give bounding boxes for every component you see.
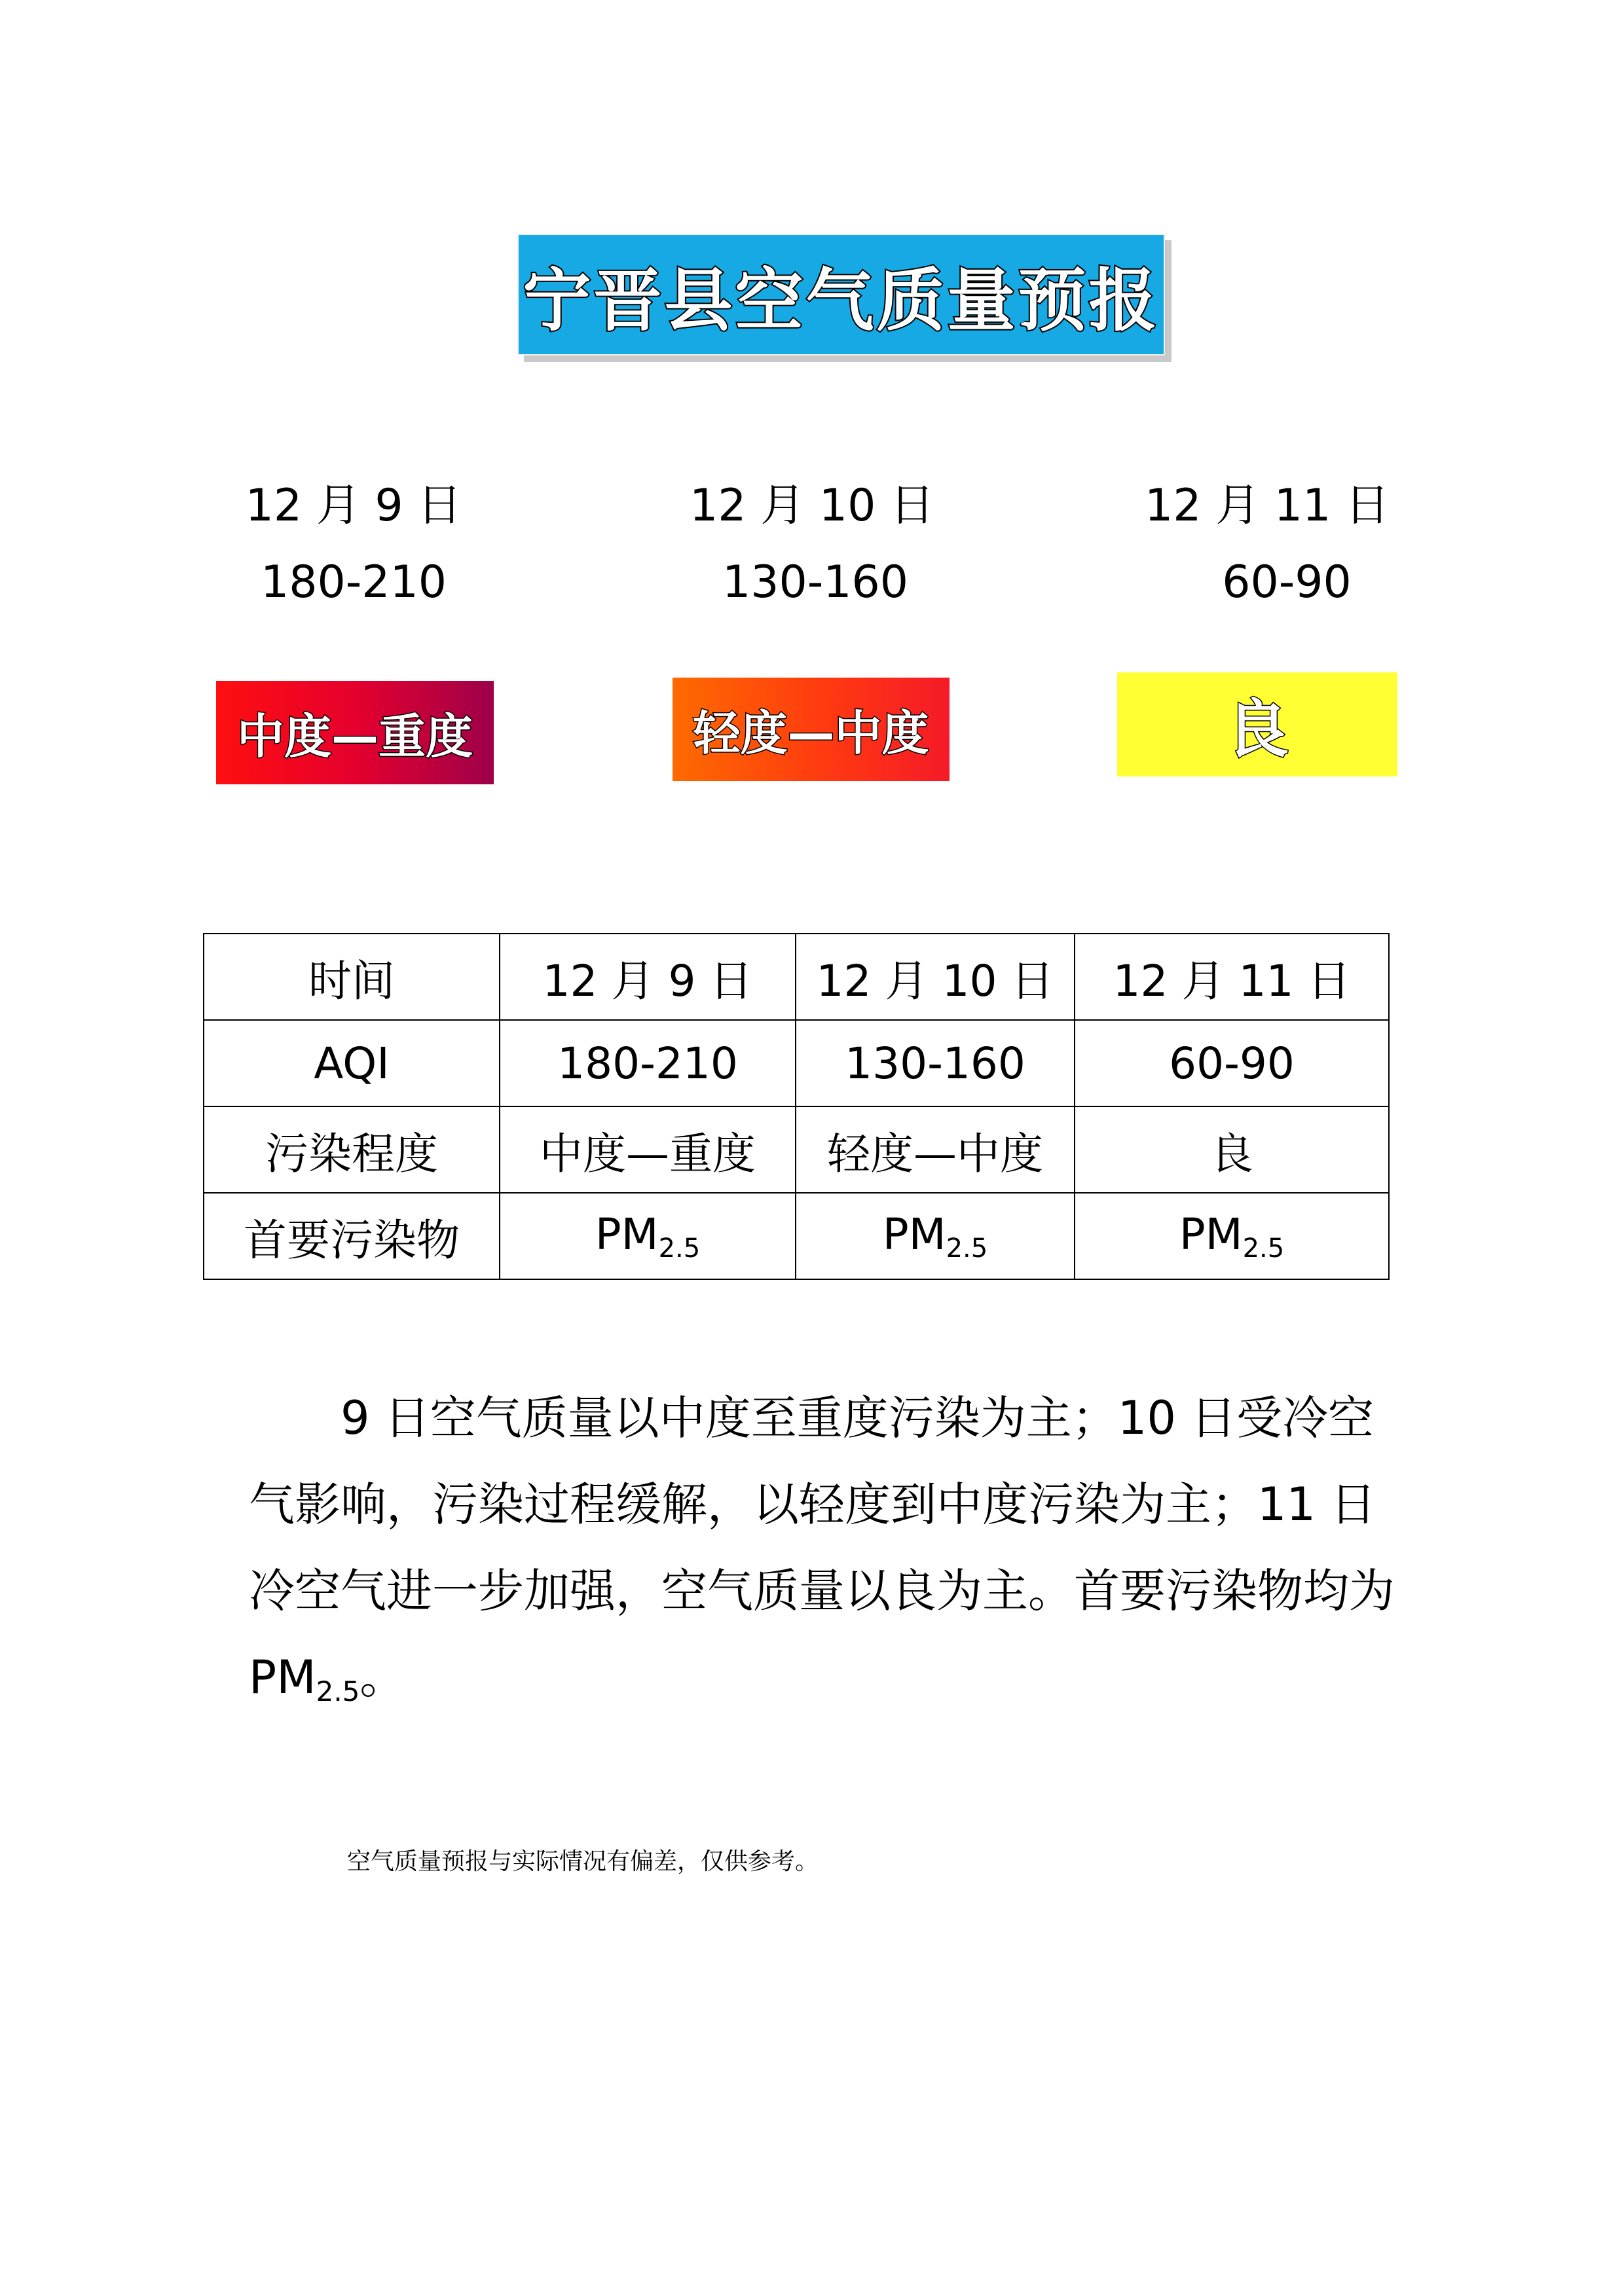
level-badge-label-3: 良 bbox=[1226, 693, 1289, 766]
forecast-table bbox=[203, 933, 1390, 1280]
pollutant-cell: $PM_{2.5}$ bbox=[796, 1193, 1075, 1279]
table-row-time bbox=[204, 934, 1389, 1020]
pollutant-cell: $PM_{2.5}$ bbox=[500, 1193, 796, 1279]
day-date-1: 12 月 9 日 bbox=[245, 480, 462, 532]
level-badge-1 bbox=[216, 681, 494, 784]
table-cell: 12 月 10 日 bbox=[796, 934, 1075, 1020]
table-cell: 180-210 bbox=[500, 1020, 796, 1106]
table-cell: 12 月 11 日 bbox=[1075, 934, 1389, 1020]
level-badge-label-2: 轻度—中度 bbox=[693, 706, 929, 761]
level-badge-2 bbox=[673, 678, 950, 781]
day-aqi-1: 180-210 bbox=[260, 556, 447, 608]
day-aqi-3: 60-90 bbox=[1222, 556, 1352, 608]
table-cell: 时间 bbox=[204, 934, 500, 1020]
day-date-2: 12 月 10 日 bbox=[690, 480, 934, 532]
forecast-paragraph: 9 日空气质量以中度至重度污染为主；10 日受冷空气影响，污染过程缓解，以轻度到中度污染为主；11 日冷空气进一步加强，空气质量以良为主。首要污染物均为 $PM_{2.5}$。 bbox=[249, 1391, 1395, 1707]
table-cell: 良 bbox=[1075, 1106, 1389, 1193]
table-cell: 轻度—中度 bbox=[796, 1106, 1075, 1193]
table-cell: 污染程度 bbox=[204, 1106, 500, 1193]
table-cell: 60-90 bbox=[1075, 1020, 1389, 1106]
table-cell: 首要污染物 bbox=[204, 1193, 500, 1279]
table-cell: 中度—重度 bbox=[500, 1106, 796, 1193]
disclaimer-note: 空气质量预报与实际情况有偏差，仅供参考。 bbox=[347, 1848, 819, 1875]
table-row-aqi bbox=[204, 1020, 1389, 1106]
day-date-3: 12 月 11 日 bbox=[1145, 480, 1390, 532]
table-cell: AQI bbox=[204, 1020, 500, 1106]
title-banner bbox=[517, 234, 1165, 355]
level-badge-3 bbox=[1117, 672, 1397, 776]
page-title: 宁晋县空气质量预报 bbox=[523, 261, 1160, 340]
level-badge-label-1: 中度—重度 bbox=[236, 709, 473, 764]
table-row-pollutant bbox=[204, 1193, 1389, 1279]
table-cell: 130-160 bbox=[796, 1020, 1075, 1106]
table-cell: 12 月 9 日 bbox=[500, 934, 796, 1020]
pollutant-cell: $PM_{2.5}$ bbox=[1075, 1193, 1389, 1279]
day-aqi-2: 130-160 bbox=[722, 556, 909, 608]
table-row-level bbox=[204, 1106, 1389, 1193]
